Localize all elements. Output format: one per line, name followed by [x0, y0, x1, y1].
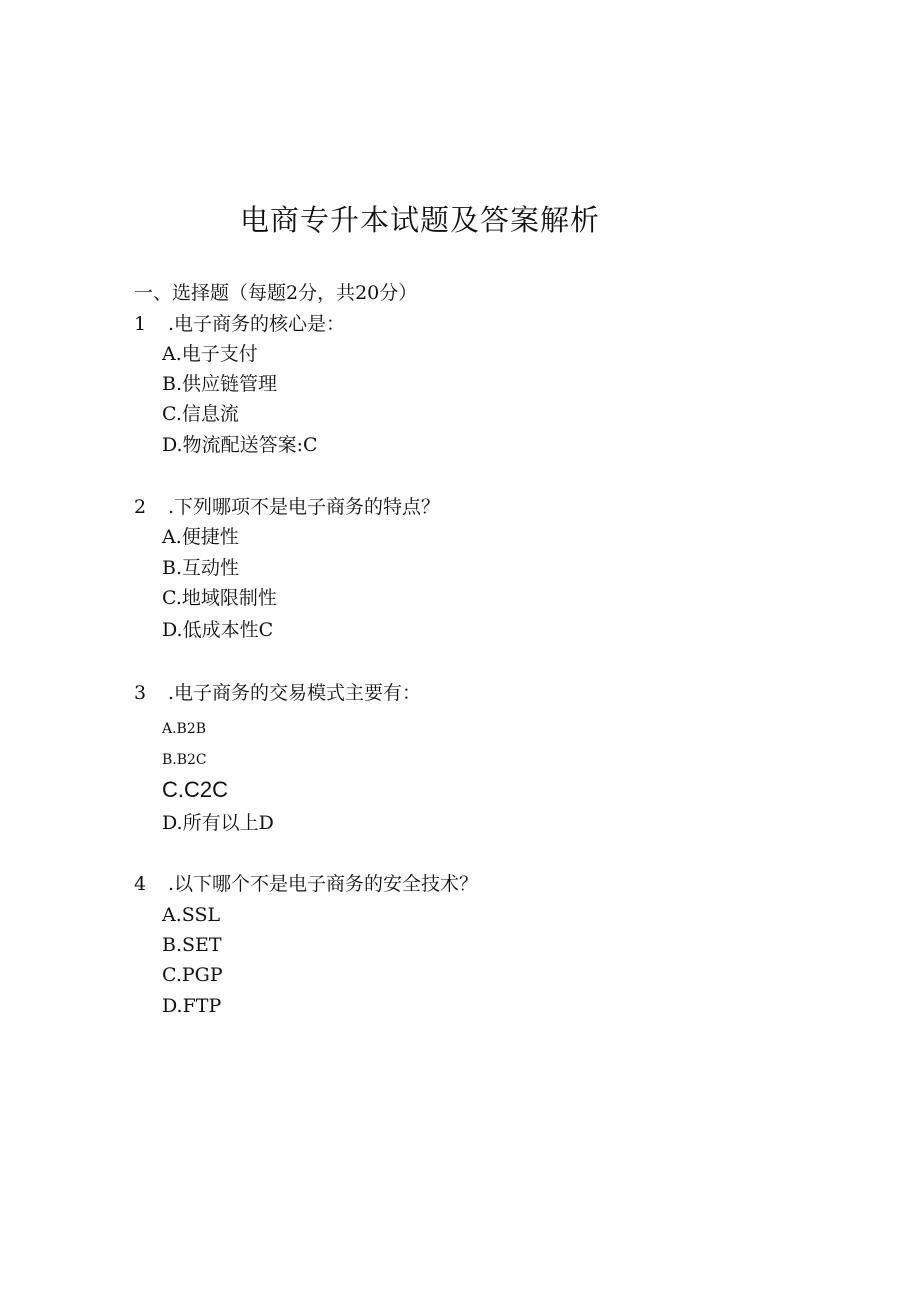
question-2 — [134, 494, 440, 520]
question-4-option-d: D.FTP — [162, 995, 222, 1017]
question-text: .电子商务的核心是： — [168, 313, 346, 335]
question-1-option-b: B.供应链管理 — [162, 373, 278, 395]
question-text: .电子商务的交易模式主要有： — [168, 682, 422, 704]
question-text: .以下哪个不是电子商务的安全技术？ — [168, 873, 479, 895]
question-1 — [134, 311, 345, 337]
question-number: 1 — [134, 313, 147, 335]
question-number: 2 — [134, 496, 147, 518]
question-1-option-a: A.电子支付 — [162, 343, 258, 365]
question-4-option-a: A.SSL — [162, 904, 221, 926]
question-2-option-b: B.互动性 — [162, 557, 240, 579]
question-number: 3 — [134, 682, 147, 704]
question-1-option-c: C.信息流 — [162, 403, 239, 425]
question-text: .下列哪项不是电子商务的特点？ — [168, 496, 441, 518]
question-3-option-c: C.C2C — [162, 777, 229, 802]
document-title: 电商专升本试题及答案解析 — [239, 203, 600, 237]
question-3-option-d: D.所有以上D — [162, 812, 274, 834]
question-4-option-c: C.PGP — [162, 964, 223, 986]
section-heading: 一、选择题（每题2分，共20分） — [134, 282, 418, 304]
question-3-option-a: A.B2B — [162, 721, 207, 737]
question-3 — [134, 680, 421, 706]
question-4 — [134, 871, 478, 897]
question-2-option-a: A.便捷性 — [162, 526, 239, 548]
question-number: 4 — [134, 873, 147, 895]
question-2-option-c: C.地域限制性 — [162, 587, 277, 609]
question-1-option-d: D.物流配送答案:C — [162, 434, 318, 456]
question-3-option-b: B.B2C — [162, 752, 207, 768]
question-2-option-d: D.低成本性C — [162, 619, 274, 641]
question-4-option-b: B.SET — [162, 934, 222, 956]
